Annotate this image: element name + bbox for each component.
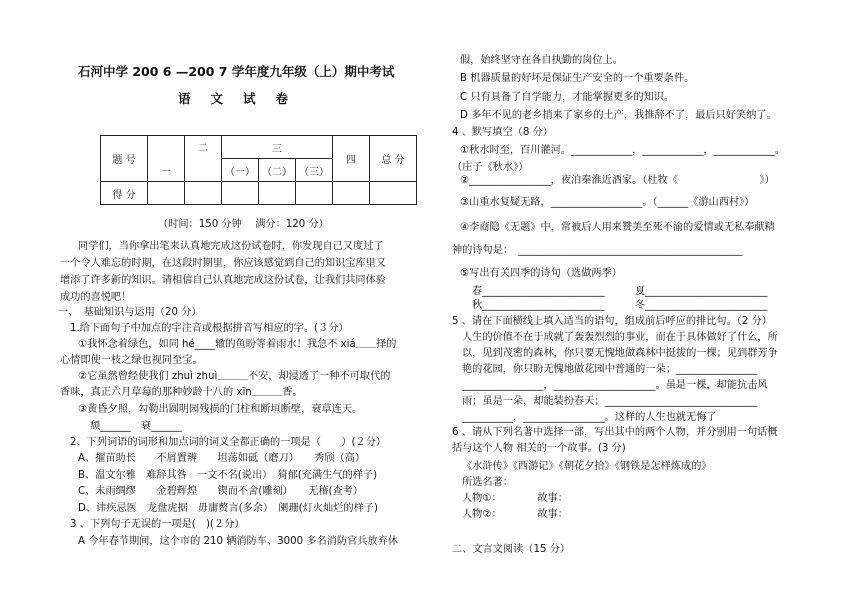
question-line: ⑤写出有关四季的诗句（选做两季） [460, 268, 622, 279]
question-line: 心情即使一枝之绿也视同至宝。 [60, 355, 203, 366]
question-line: 括与这个人物 相关的一个故事。(3 分) [452, 443, 626, 454]
section-heading: 一、 基础知识与运用（20 分） [58, 307, 202, 318]
col-3-sub-2: （二） [259, 159, 296, 182]
score-cell[interactable] [222, 182, 259, 205]
question-line: 颓______ 衰______ [90, 421, 182, 432]
answer-line: 人物②： 故事： [462, 509, 568, 520]
question-line: 艳的花园，你只盼无愧地做花园中普通的一朵；________________ [462, 364, 758, 375]
answer-line: 春________________________ 夏________________________ [472, 286, 768, 297]
col-3-sub-3: （三） [296, 159, 333, 182]
exam-title: 石河中学 200 6 —200 7 学年度九年级（上）期中考试 [78, 64, 395, 79]
score-cell[interactable] [296, 182, 333, 205]
question-line: （庄子《秋水》） [452, 162, 529, 173]
score-cell[interactable] [370, 182, 417, 205]
option-line: A、擢苗助长 不屑置辨 坦荡如砥（磨刀） 秀颀（高） [78, 453, 366, 464]
intro-line: 一个令人难忘的时期，在这段时期里，你应该感觉到自己的知识宝库里又 [60, 258, 386, 269]
option-line: C、未雨绸缪 金碧辉煌 锲而不舍(雕刻） 无稽(查考） [78, 486, 364, 497]
option-line: C 只有具备了自学能力，才能掌握更多的知识。 [460, 92, 675, 103]
row-label-question: 题 号 [101, 136, 148, 182]
score-cell[interactable] [185, 182, 222, 205]
row-label-score: 得 分 [101, 182, 148, 205]
question-line: 3 、下列句子无误的一项是( )(２分） [70, 519, 245, 530]
answer-line: 所选名著： [462, 477, 513, 488]
col-1: 一 [148, 136, 185, 182]
exam-info: （时间：150 分钟 满分：120 分） [158, 219, 329, 230]
question-line: 香味，真正六月草莓的那种妙龄十八的 xīn＿＿＿香。 [60, 387, 303, 398]
option-line: D 多年不见的老乡捎来了家乡的土产，我推辞不了，最后只好笑纳了。 [460, 110, 777, 121]
question-line: 4 、默写填空（8 分） [452, 127, 553, 138]
option-line: 假，始终坚守在各自执勤的岗位上。 [460, 55, 623, 66]
answer-line: 秋________________________ 冬________________________ [472, 300, 768, 311]
question-line: ________________，____________________。虽是一棵，却能抗击风 [462, 380, 768, 391]
question-line: 以，见到茂密的森林，你只要无愧地做森林中挺拔的一棵；见到群芳争 [462, 348, 778, 359]
question-line: 2、下列词语的词形和加点词的词义全都正确的一项是（ ）(２分） [70, 437, 387, 448]
col-3: 三 [222, 136, 333, 159]
col-2: 二 [185, 136, 222, 182]
question-line: 雨；虽是一朵，却能装扮春天；______________________________ [462, 396, 758, 407]
question-line: ②________________，夜泊秦淮近酒家。（杜牧《 》） [460, 175, 775, 186]
score-cell[interactable] [333, 182, 370, 205]
question-line: 6 、请从下列名著中选择一部，写出其中的两个人物，并分别用一句话概 [452, 427, 778, 438]
question-line: ①我怀念着绿色，如同 hé____辙的鱼盼等着雨水！我急不 xiá＿＿择的 [78, 339, 397, 350]
question-line: __________，________________。这样的人生也就无悔了 [462, 412, 717, 423]
col-3-sub-1: （一） [222, 159, 259, 182]
option-line: D、讳疾忌医 龙盘虎据 毋庸赘言(多余） 阑珊(灯火灿烂的样子) [78, 503, 378, 514]
intro-line: 成功的喜悦吧！ [60, 292, 132, 303]
answer-line: 人物①： 故事： [462, 493, 568, 504]
score-cell[interactable] [259, 182, 296, 205]
question-line: ②它虽然曾经使我们 zhuì zhuì＿＿＿不安，却浸透了一种不可取代的 [78, 371, 391, 382]
question-line: 5 、请在下面横线上填入适当的语句，组成前后呼应的排比句。（2 分） [452, 316, 772, 327]
option-line: A 今年春节期间，这个市的 210 辆消防车、3000 多名消防官兵放弃休 [78, 536, 398, 547]
col-total: 总 分 [370, 136, 417, 182]
intro-line: 增添了许多新的知识。请相信自己认真地完成这份试卷，让我们共同体验 [60, 275, 386, 286]
score-table [100, 135, 417, 205]
book-list: 《水浒传》《西游记》《朝花夕拾》《钢铁是怎样炼成的》 [462, 461, 712, 472]
score-cell[interactable] [148, 182, 185, 205]
question-line: ③山重水复疑无路，__________________。（______《游山西村》） [460, 197, 755, 208]
question-line: 人生的价值不在于成就了轰轰烈烈的事业，而在于具体做好了什么，所 [462, 332, 778, 343]
intro-line: 同学们，当你拿出笔来认真地完成这份试卷时，你发现自己又度过了 [78, 241, 384, 252]
question-line: 1.给下面句子中加点的字注音或根据拼音写相应的字。(３分） [70, 323, 349, 334]
option-line: B、温文尔雅 难辞其咎 一文不名(说出） 猗郁(充满生气的样子) [78, 470, 378, 481]
question-line: ④李商隐《无题》中，常被后人用来赞美至死不渝的爱情或无私奉献精 [460, 222, 775, 233]
question-line: 神的诗句是： ____________________________________________ [452, 245, 743, 256]
question-line: ①秋水时至，百川灌河。____________，____________，____________。 [460, 145, 785, 156]
col-4: 四 [333, 136, 370, 182]
exam-subtitle: 语文试卷 [178, 91, 309, 106]
question-line: ③黄昏夕照，勾勒出圆明园残损的门柱和断垣断壁，衰草连天。 [78, 404, 363, 415]
option-line: B 机器质量的好坏是保证生产安全的一个重要条件。 [460, 73, 695, 84]
section-heading: 二、文言文阅读（15 分） [452, 544, 571, 555]
